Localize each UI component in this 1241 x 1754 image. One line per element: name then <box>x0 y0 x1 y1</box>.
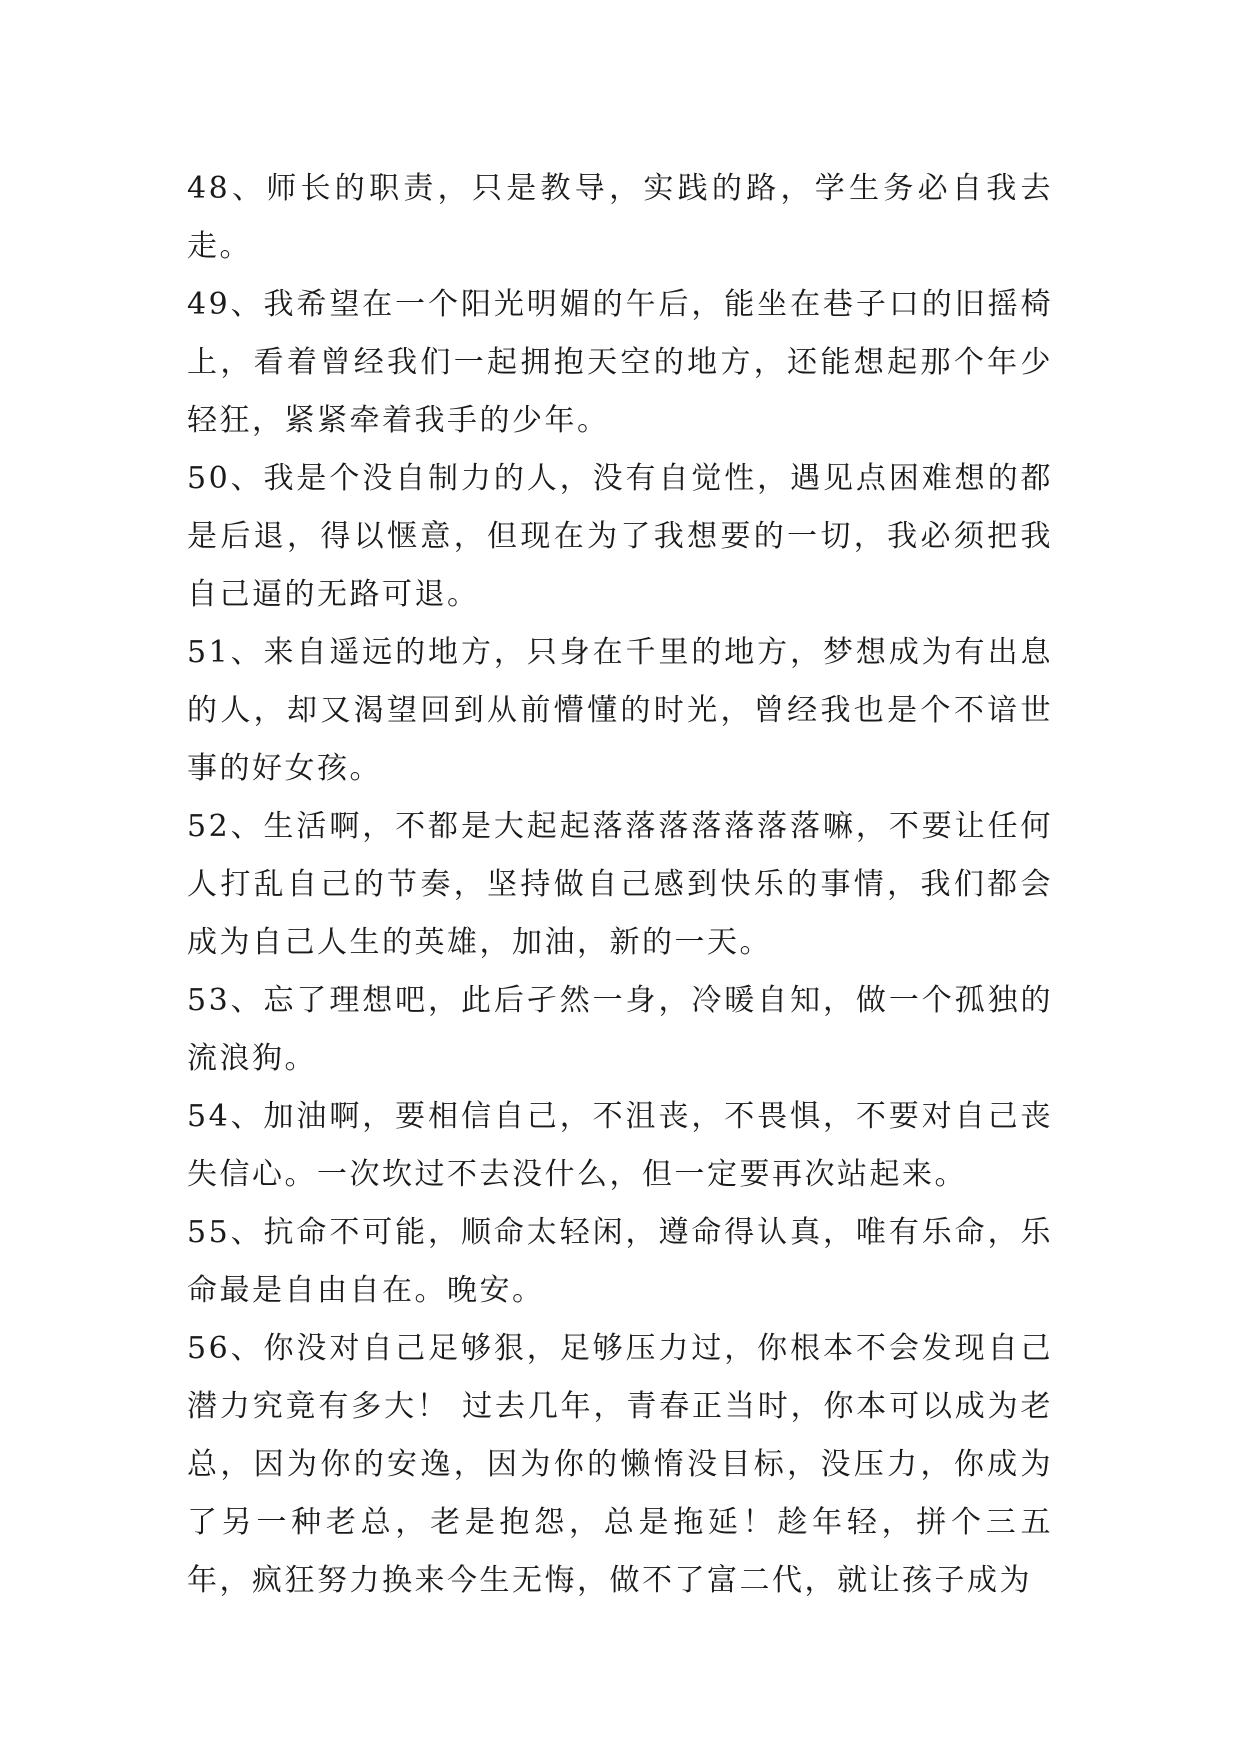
quote-entry-49: 49、我希望在一个阳光明媚的午后，能坐在巷子口的旧摇椅上，看着曾经我们一起拥抱天空的地方，还能想起那个年少轻狂，紧紧牵着我手的少年。 <box>187 287 1053 438</box>
quote-entry-51: 51、来自遥远的地方，只身在千里的地方，梦想成为有出息的人，却又渴望回到从前懵懂的时光，曾经我也是个不谙世事的好女孩。 <box>187 635 1053 786</box>
quote-entry-55: 55、抗命不可能，顺命太轻闲，遵命得认真，唯有乐命，乐命最是自由自在。晚安。 <box>187 1215 1053 1308</box>
quote-entry-54: 54、加油啊，要相信自己，不沮丧，不畏惧，不要对自己丧失信心。一次坎过不去没什么，但一定要再次站起来。 <box>187 1099 1053 1192</box>
document-body <box>187 160 1053 1610</box>
quote-entry-48: 48、师长的职责，只是教导，实践的路，学生务必自我去走。 <box>187 171 1053 264</box>
quote-entry-52: 52、生活啊，不都是大起起落落落落落落落嘛，不要让任何人打乱自己的节奏，坚持做自己感到快乐的事情，我们都会成为自己人生的英雄，加油，新的一天。 <box>187 809 1053 960</box>
quote-entry-50: 50、我是个没自制力的人，没有自觉性，遇见点困难想的都是后退，得以惬意，但现在为了我想要的一切，我必须把我自己逼的无路可退。 <box>187 461 1053 612</box>
quote-entry-53: 53、忘了理想吧，此后孑然一身，冷暖自知，做一个孤独的流浪狗。 <box>187 983 1053 1076</box>
quote-entry-56: 56、你没对自己足够狠，足够压力过，你根本不会发现自己潜力究竟有多大！ 过去几年，青春正当时，你本可以成为老总，因为你的安逸，因为你的懒惰没目标，没压力，你成为了另一种老总，老是抱怨，总是拖延！趁年轻，拼个三五年，疯狂努力换来今生无悔，做不了富二代，就让孩子成为 <box>187 1331 1053 1598</box>
